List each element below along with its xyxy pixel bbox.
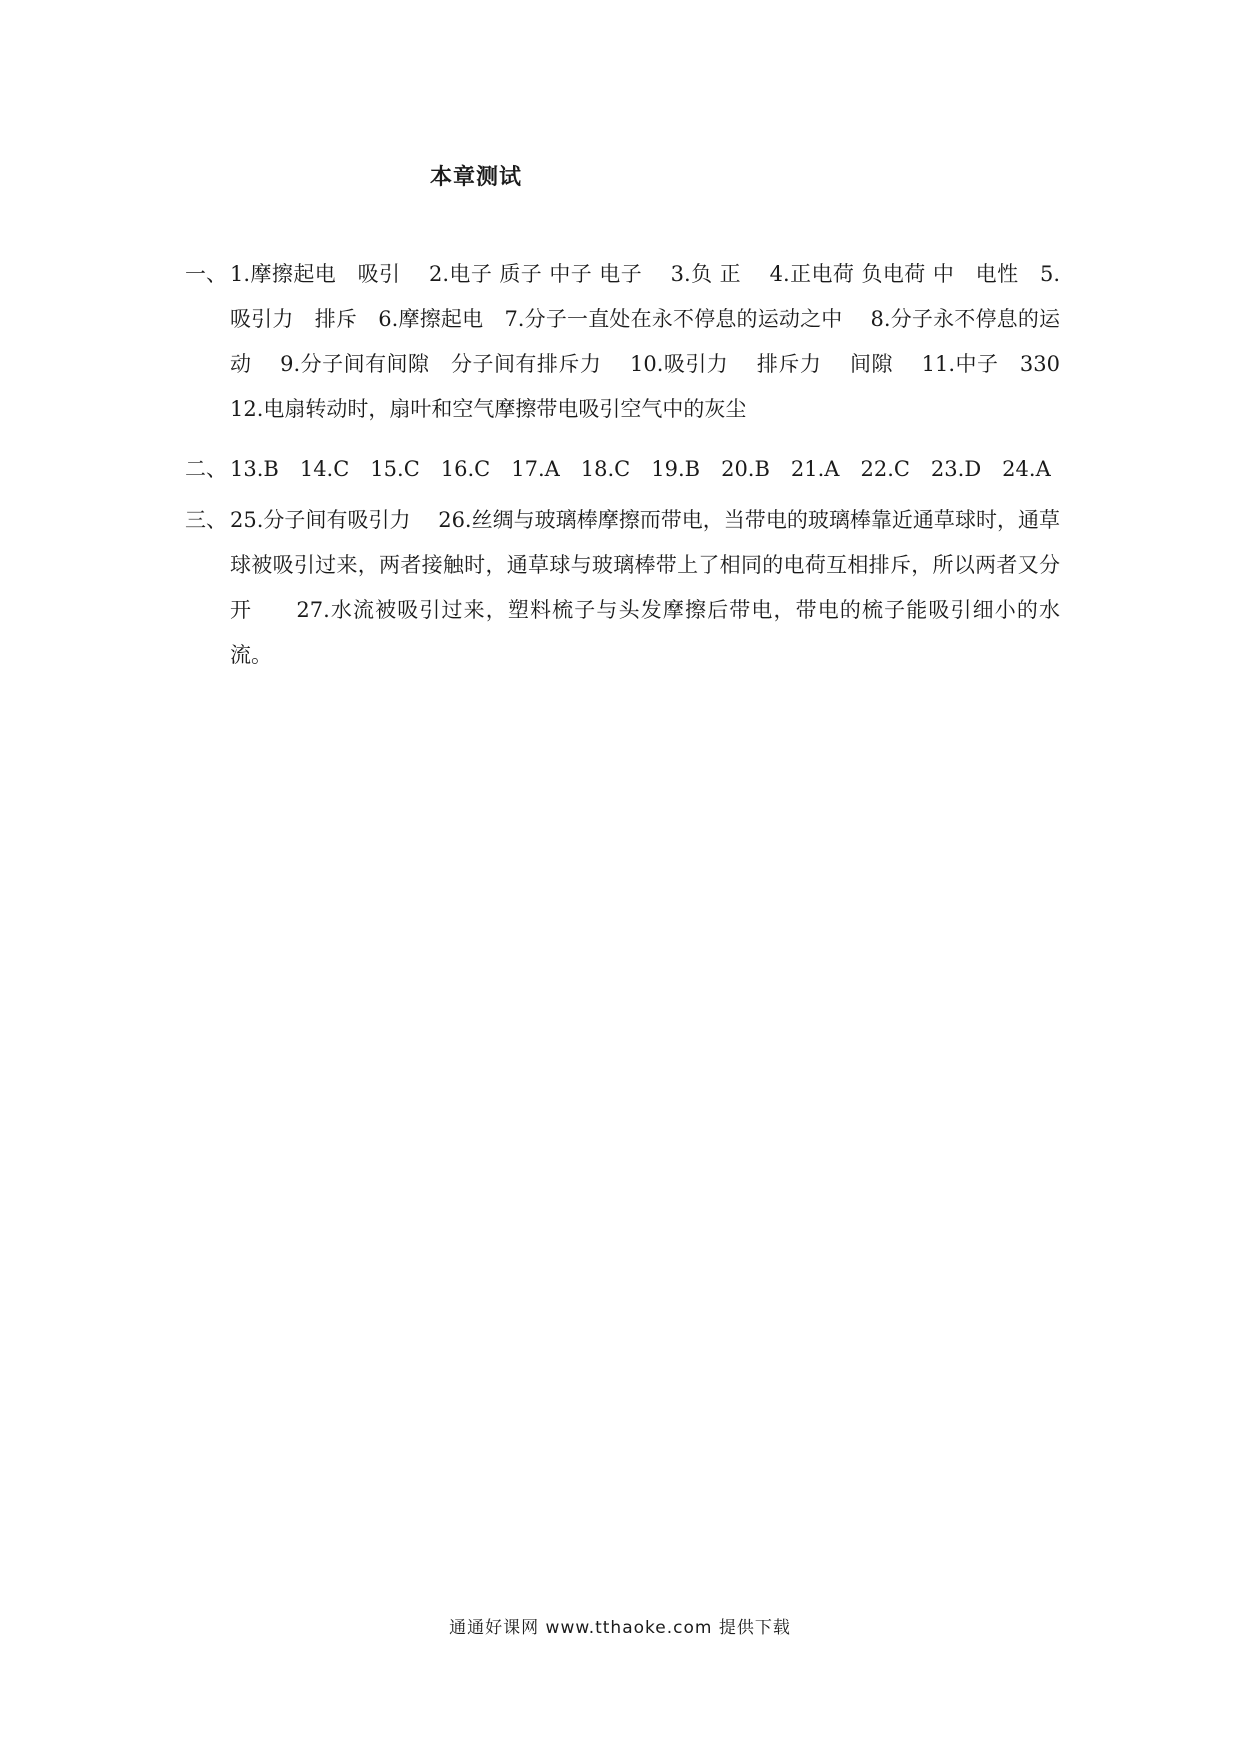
section-answers: 25.分子间有吸引力 26.丝绸与玻璃棒摩擦而带电，当带电的玻璃棒靠近通草球时，通草球被吸引过来，两者接触时，通草球与玻璃棒带上了相同的电荷互相排斥，所以两者又分开 27.水流被吸引过来，塑料梳子与头发摩擦后带电，带电的梳子能吸引细小的水流。 xyxy=(230,508,1060,667)
section-label: 一、 xyxy=(185,262,227,286)
page-footer: 通通好课网 www.tthaoke.com 提供下载 xyxy=(449,1618,791,1638)
section-answers: 13.B 14.C 15.C 16.C 17.A 18.C 19.B 20.B 21.A 22.C 23.D 24.A xyxy=(230,457,1051,481)
answer-section-2 xyxy=(185,447,1060,492)
page-title: 本章测试 xyxy=(430,165,523,190)
answer-section-3 xyxy=(185,498,1060,678)
answer-section-1 xyxy=(185,252,1088,432)
section-label: 三、 xyxy=(185,508,227,532)
section-label: 二、 xyxy=(185,457,227,481)
section-answers: 1.摩擦起电 吸引 2.电子 质子 中子 电子 3.负 正 4.正电荷 负电荷 中 电性 5.吸引力 排斥 6.摩擦起电 7.分子一直处在永不停息的运动之中 8.分子永不停息的运动 9.分子间有间隙 分子间有排斥力 10.吸引力 排斥力 间隙 11.中子 330 12.电扇转动时，扇叶和空气摩擦带电吸引空气中的灰尘 xyxy=(230,262,1088,421)
